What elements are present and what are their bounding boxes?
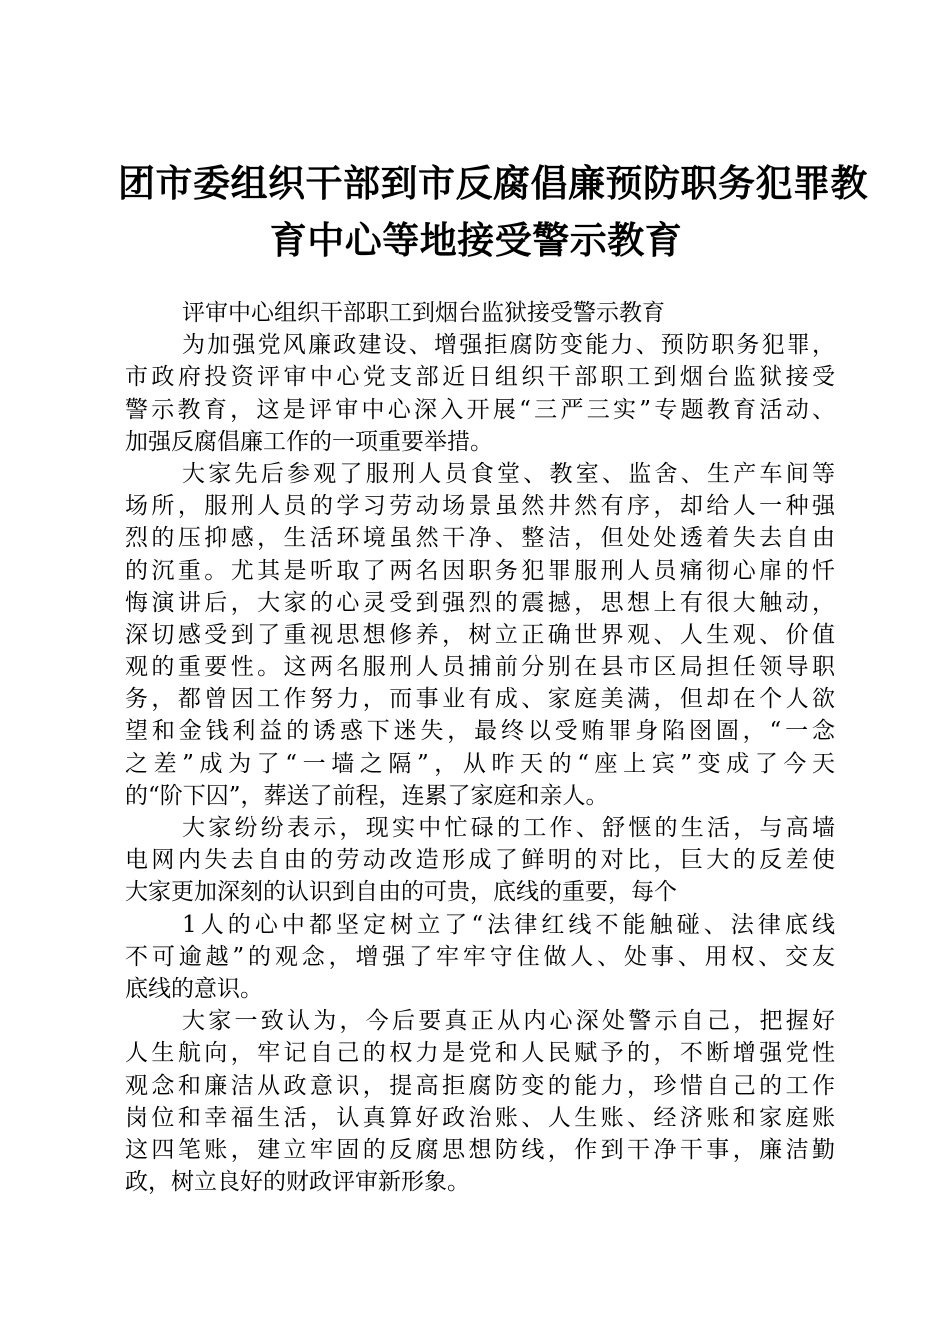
body-text-line: 底线的意识。 (125, 975, 263, 1002)
body-text-line: 不可逾越”的观念，增强了牢牢守住做人、处事、用权、交友 (125, 943, 835, 970)
body-text-line: 之差”成为了“一墙之隔”，从昨天的“座上宾”变成了今天 (125, 750, 835, 777)
body-text-line: 1人的心中都坚定树立了“法律红线不能触碰、法律底线 (182, 911, 835, 938)
body-text-line: 大家先后参观了服刑人员食堂、教室、监舍、生产车间等 (182, 460, 835, 487)
body-text-line: 政，树立良好的财政评审新形象。 (125, 1169, 470, 1196)
body-text-line: 望和金钱利益的诱惑下迷失，最终以受贿罪身陷囹圄，“一念 (125, 718, 835, 745)
body-text-line: 为加强党风廉政建设、增强拒腐防变能力、预防职务犯罪， (182, 332, 835, 359)
body-text-line: 观念和廉洁从政意识，提高拒腐防变的能力，珍惜自己的工作 (125, 1072, 835, 1099)
body-text-line: 的沉重。尤其是听取了两名因职务犯罪服刑人员痛彻心扉的忏 (125, 557, 835, 584)
body-text-line: 人生航向，牢记自己的权力是党和人民赋予的，不断增强党性 (125, 1040, 835, 1067)
document-title-line-1: 团市委组织干部到市反腐倡廉预防职务犯罪教 (118, 162, 868, 205)
document-body (125, 297, 835, 1198)
body-text-line: 市政府投资评审中心党支部近日组织干部职工到烟台监狱接受 (125, 364, 835, 391)
body-text-line: 大家更加深刻的认识到自由的可贵，底线的重要，每个 (125, 879, 677, 906)
body-text-line: 烈的压抑感，生活环境虽然干净、整洁，但处处透着失去自由 (125, 525, 835, 552)
document-title-line-2: 育中心等地接受警示教育 (269, 219, 683, 262)
body-text-line: 悔演讲后，大家的心灵受到强烈的震撼，思想上有很大触动， (125, 589, 835, 616)
body-text-line: 大家一致认为，今后要真正从内心深处警示自己，把握好 (182, 1008, 835, 1035)
body-text-line: 评审中心组织干部职工到烟台监狱接受警示教育 (182, 300, 665, 326)
body-text-line: 这四笔账，建立牢固的反腐思想防线，作到干净干事，廉洁勤 (125, 1136, 835, 1163)
body-text-line: 场所，服刑人员的学习劳动场景虽然井然有序，却给人一种强 (125, 493, 835, 520)
body-text-line: 的“阶下囚”，葬送了前程，连累了家庭和亲人。 (125, 782, 609, 809)
body-text-line: 电网内失去自由的劳动改造形成了鲜明的对比，巨大的反差使 (125, 847, 835, 874)
body-text-line: 深切感受到了重视思想修养，树立正确世界观、人生观、价值 (125, 621, 835, 648)
body-text-line: 岗位和幸福生活，认真算好政治账、人生账、经济账和家庭账 (125, 1104, 835, 1131)
body-text-line: 警示教育，这是评审中心深入开展“三严三实”专题教育活动、 (125, 396, 835, 423)
body-text-line: 观的重要性。这两名服刑人员捕前分别在县市区局担任领导职 (125, 654, 835, 681)
body-text-line: 务，都曾因工作努力，而事业有成、家庭美满，但却在个人欲 (125, 686, 835, 713)
body-text-line: 加强反腐倡廉工作的一项重要举措。 (125, 428, 493, 455)
body-text-line: 大家纷纷表示，现实中忙碌的工作、舒惬的生活，与高墙 (182, 815, 835, 841)
